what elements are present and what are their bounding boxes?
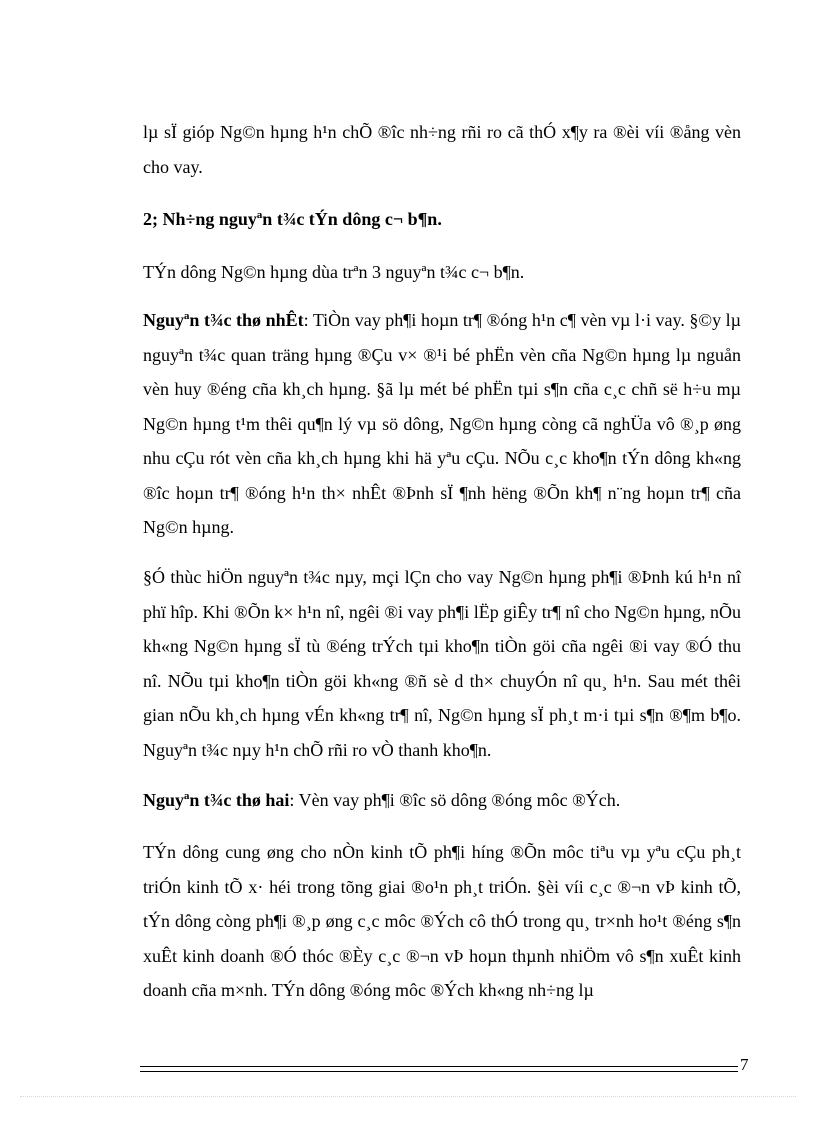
footer-rule-top (140, 1066, 738, 1067)
page-number: 7 (740, 1055, 749, 1074)
paragraph-principle-one (143, 303, 741, 545)
paragraph-3 (143, 255, 741, 290)
paragraph-3-text: TÝn dông Ng©n hµng dùa trªn 3 nguyªn t¾c c¬ b¶n. (143, 262, 525, 282)
paragraph-7-text: TÝn dông cung øng cho nÒn kinh tÕ ph¶i híng ®Õn môc tiªu vµ yªu cÇu ph¸t triÓn kinh tÕ x· héi trong tõng giai ®o¹n ph¸t triÓn. §èi víi c¸c ®¬n vÞ kinh tÕ, tÝn dông còng ph¶i ®¸p øng c¸c môc ®Ých cô thÓ trong qu¸ tr×nh ho¹t ®éng s¶n xuÊt kinh doanh ®Ó thóc ®Èy c¸c ®¬n vÞ hoµn thµnh nhiÖm vô s¶n xuÊt kinh doanh cña m×nh. TÝn dông ®óng môc ®Ých kh«ng nh÷ng lµ (143, 842, 741, 1000)
footer-rule-bottom (140, 1071, 738, 1072)
paragraph-1 (143, 115, 741, 184)
paragraph-principle-two (143, 783, 741, 818)
paragraph-1-text: lµ sÏ gióp Ng©n hµng h¹n chÕ ®îc nh÷ng rñi ro cã thÓ x¶y ra ®èi víi ®ång vèn cho vay. (143, 122, 741, 177)
paragraph-7 (143, 835, 741, 1008)
principle-one-text: : TiÒn vay ph¶i hoµn tr¶ ®óng h¹n c¶ vèn vµ l·i vay. §©y lµ nguyªn t¾c quan träng hµng ®Çu v× ®¹i bé phËn vèn cña Ng©n hµng lµ nguån vèn huy ®éng cña kh¸ch hµng. §ã lµ mét bé phËn tµi s¶n cña c¸c chñ së h÷u mµ Ng©n hµng t¹m thêi qu¶n lý vµ sö dông, Ng©n hµng còng cã nghÜa vô ®¸p øng nhu cÇu rót vèn cña kh¸ch hµng khi hä yªu cÇu. NÕu c¸c kho¶n tÝn dông kh«ng ®îc hoµn tr¶ ®óng h¹n th× nhÊt ®Þnh sÏ ¶nh hëng ®Õn kh¶ n¨ng hoµn tr¶ cña Ng©n hµng. (143, 310, 741, 537)
page-bottom-border (20, 1096, 796, 1097)
paragraph-5 (143, 560, 741, 767)
paragraph-5-text: §Ó thùc hiÖn nguyªn t¾c nµy, mçi lÇn cho vay Ng©n hµng ph¶i ®Þnh kú h¹n nî phï hîp. Khi ®Õn k× h¹n nî, ngêi ®i vay ph¶i lËp giÊy tr¶ nî cho Ng©n hµng, nÕu kh«ng Ng©n hµng sÏ tù ®éng trÝch tµi kho¶n tiÒn göi cña ngêi ®i vay ®Ó thu nî. NÕu tµi kho¶n tiÒn göi kh«ng ®ñ sè d th× chuyÓn nî qu¸ h¹n. Sau mét thêi gian nÕu kh¸ch hµng vÉn kh«ng tr¶ nî, Ng©n hµng sÏ ph¸t m·i tµi s¶n ®¶m b¶o. Nguyªn t¾c nµy h¹n chÕ rñi ro vÒ thanh kho¶n. (143, 567, 741, 760)
principle-two-label: Nguyªn t¾c thø hai (143, 790, 290, 810)
section-heading: 2; Nh÷ng nguyªn t¾c tÝn dông c¬ b¶n. (143, 209, 442, 229)
principle-one-label: Nguyªn t¾c thø nhÊt (143, 310, 304, 330)
principle-two-text: : Vèn vay ph¶i ®îc sö dông ®óng môc ®Ých. (289, 790, 621, 810)
